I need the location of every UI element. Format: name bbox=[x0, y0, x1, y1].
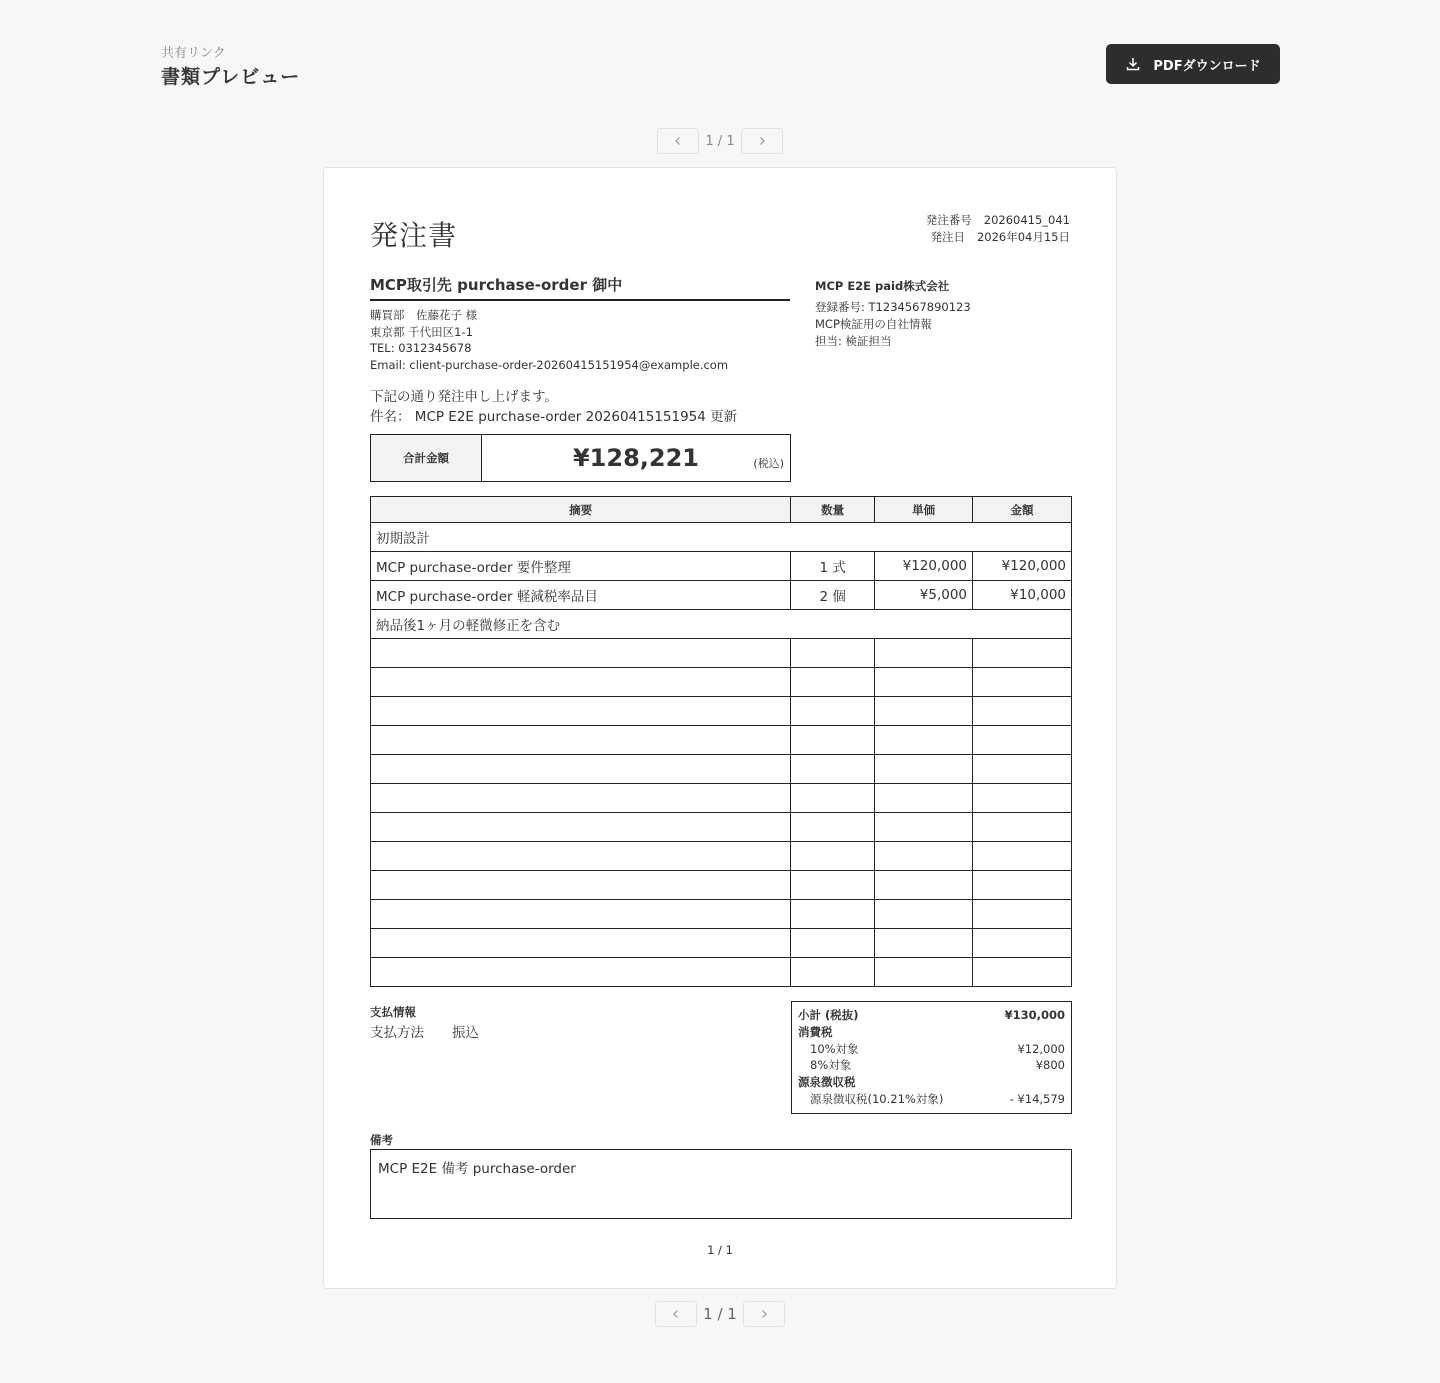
empty-cell bbox=[973, 958, 1072, 987]
company-name: MCP E2E paid株式会社 bbox=[815, 279, 950, 293]
empty-cell bbox=[371, 929, 791, 958]
empty-cell bbox=[973, 929, 1072, 958]
summary-box bbox=[791, 1001, 1072, 1114]
empty-cell bbox=[791, 929, 875, 958]
payment-method-label: 支払方法 bbox=[370, 1025, 424, 1041]
empty-cell bbox=[875, 900, 973, 929]
empty-cell bbox=[371, 639, 791, 668]
prev-page-button[interactable] bbox=[657, 128, 699, 154]
empty-cell bbox=[791, 871, 875, 900]
empty-cell bbox=[973, 668, 1072, 697]
empty-cell bbox=[371, 668, 791, 697]
table-row-empty bbox=[371, 697, 1072, 726]
empty-cell bbox=[973, 697, 1072, 726]
empty-cell bbox=[973, 813, 1072, 842]
next-page-button[interactable] bbox=[743, 1301, 785, 1327]
table-row bbox=[371, 610, 1072, 639]
meta-value: 20260415_041 bbox=[983, 213, 1070, 227]
column-header: 数量 bbox=[791, 497, 875, 523]
empty-cell bbox=[973, 842, 1072, 871]
table-row-empty bbox=[371, 929, 1072, 958]
item-description: MCP purchase-order 軽減税率品目 bbox=[371, 581, 791, 610]
summary-value: ¥130,000 bbox=[1004, 1008, 1065, 1022]
empty-cell bbox=[791, 900, 875, 929]
item-quantity: 2 個 bbox=[791, 581, 875, 610]
table-row-empty bbox=[371, 958, 1072, 987]
client-name: MCP取引先 purchase-order 御中 bbox=[370, 274, 790, 301]
empty-cell bbox=[791, 668, 875, 697]
empty-cell bbox=[371, 958, 791, 987]
item-description: MCP purchase-order 要件整理 bbox=[371, 552, 791, 581]
empty-cell bbox=[371, 784, 791, 813]
empty-cell bbox=[371, 900, 791, 929]
meta-label: 発注番号 bbox=[925, 213, 972, 227]
header-subtitle: 共有リンク bbox=[161, 46, 226, 61]
client-info bbox=[370, 307, 728, 374]
table-row bbox=[371, 523, 1072, 552]
table-row bbox=[371, 552, 1072, 581]
items-table bbox=[370, 496, 1072, 987]
empty-cell bbox=[791, 958, 875, 987]
total-value-cell bbox=[482, 435, 790, 481]
company-info bbox=[815, 278, 971, 350]
total-amount-box bbox=[370, 434, 791, 482]
empty-cell bbox=[371, 813, 791, 842]
pdf-download-label: PDFダウンロード bbox=[1153, 58, 1261, 74]
empty-cell bbox=[791, 842, 875, 871]
payment-info-label: 支払情報 bbox=[370, 1005, 416, 1019]
summary-label: 消費税 bbox=[798, 1024, 833, 1039]
empty-cell bbox=[875, 842, 973, 871]
empty-cell bbox=[791, 726, 875, 755]
payment-method-value: 振込 bbox=[452, 1025, 479, 1041]
summary-value: ¥800 bbox=[1035, 1058, 1065, 1073]
summary-label: 源泉徴収税(10.21%対象) bbox=[810, 1091, 944, 1106]
empty-cell bbox=[973, 871, 1072, 900]
pdf-download-button[interactable] bbox=[1106, 44, 1280, 84]
table-row-empty bbox=[371, 900, 1072, 929]
column-header: 単価 bbox=[875, 497, 973, 523]
item-quantity: 1 式 bbox=[791, 552, 875, 581]
empty-cell bbox=[371, 842, 791, 871]
empty-cell bbox=[875, 929, 973, 958]
summary-value: - ¥14,579 bbox=[1009, 1091, 1065, 1106]
company-line: 登録番号: T1234567890123 bbox=[815, 300, 971, 314]
total-value: ¥128,221 bbox=[572, 444, 699, 472]
empty-cell bbox=[371, 697, 791, 726]
empty-cell bbox=[791, 784, 875, 813]
empty-cell bbox=[875, 697, 973, 726]
page-number: 1 / 1 bbox=[707, 1243, 733, 1257]
empty-cell bbox=[973, 726, 1072, 755]
payment-method bbox=[370, 1021, 479, 1041]
table-row-empty bbox=[371, 668, 1072, 697]
table-row bbox=[371, 581, 1072, 610]
empty-cell bbox=[875, 726, 973, 755]
item-unit-price: ¥5,000 bbox=[875, 581, 973, 610]
client-line: TEL: 0312345678 bbox=[370, 341, 472, 356]
download-icon bbox=[1125, 56, 1141, 72]
empty-cell bbox=[371, 726, 791, 755]
empty-cell bbox=[875, 813, 973, 842]
table-row-empty bbox=[371, 784, 1072, 813]
chevron-right-icon bbox=[759, 1309, 769, 1319]
chevron-left-icon bbox=[673, 136, 683, 146]
summary-label: 源泉徴収税 bbox=[798, 1075, 856, 1090]
empty-cell bbox=[791, 755, 875, 784]
summary-row bbox=[798, 1074, 1065, 1091]
summary-row bbox=[798, 1041, 1065, 1058]
table-body bbox=[371, 523, 1072, 987]
summary-row bbox=[798, 1057, 1065, 1074]
item-unit-price: ¥120,000 bbox=[875, 552, 973, 581]
chevron-right-icon bbox=[757, 136, 767, 146]
intro-line: 下記の通り発注申し上げます。 bbox=[370, 389, 558, 405]
meta-value: 2026年04月15日 bbox=[976, 230, 1070, 244]
empty-cell bbox=[875, 668, 973, 697]
client-line: 東京都 千代田区1-1 bbox=[370, 324, 473, 339]
next-page-button[interactable] bbox=[741, 128, 783, 154]
document-page bbox=[323, 167, 1117, 1289]
page-indicator: 1 / 1 bbox=[705, 133, 735, 149]
pager-top bbox=[657, 128, 783, 154]
item-amount: ¥120,000 bbox=[973, 552, 1072, 581]
empty-cell bbox=[371, 871, 791, 900]
chevron-left-icon bbox=[671, 1309, 681, 1319]
summary-label: 8%対象 bbox=[810, 1058, 852, 1073]
empty-cell bbox=[791, 697, 875, 726]
total-tax-note: (税込) bbox=[753, 457, 784, 470]
item-description: 納品後1ヶ月の軽微修正を含む bbox=[371, 610, 1072, 639]
page-title: 書類プレビュー bbox=[161, 66, 301, 88]
table-row-empty bbox=[371, 639, 1072, 668]
company-line: MCP検証用の自社情報 bbox=[815, 317, 932, 331]
empty-cell bbox=[973, 639, 1072, 668]
empty-cell bbox=[791, 813, 875, 842]
empty-cell bbox=[875, 784, 973, 813]
pager-bottom bbox=[655, 1301, 785, 1327]
subject-line: 件名： MCP E2E purchase-order 20260415151954 更新 bbox=[370, 409, 738, 425]
item-amount: ¥10,000 bbox=[973, 581, 1072, 610]
table-row-empty bbox=[371, 871, 1072, 900]
table-row-empty bbox=[371, 755, 1072, 784]
empty-cell bbox=[973, 755, 1072, 784]
column-header: 摘要 bbox=[371, 497, 791, 523]
meta-label: 発注日 bbox=[930, 230, 965, 244]
document-title: 発注書 bbox=[370, 219, 458, 252]
table-row-empty bbox=[371, 726, 1072, 755]
meta-row bbox=[926, 229, 1070, 246]
summary-label: 小計 (税抜) bbox=[798, 1008, 859, 1022]
client-line: 購買部 佐藤花子 様 bbox=[370, 308, 478, 322]
total-label: 合計金額 bbox=[371, 435, 482, 481]
table-header-row bbox=[371, 497, 1072, 523]
notes-label: 備考 bbox=[370, 1133, 393, 1147]
column-header: 金額 bbox=[973, 497, 1072, 523]
empty-cell bbox=[875, 639, 973, 668]
notes-box: MCP E2E 備考 purchase-order bbox=[370, 1149, 1072, 1219]
intro-text bbox=[370, 387, 737, 427]
table-row-empty bbox=[371, 813, 1072, 842]
summary-value: ¥12,000 bbox=[1017, 1041, 1065, 1056]
page-indicator: 1 / 1 bbox=[703, 1305, 737, 1323]
empty-cell bbox=[875, 755, 973, 784]
client-line: Email: client-purchase-order-20260415151954@example.com bbox=[370, 358, 729, 373]
item-description: 初期設計 bbox=[371, 523, 1072, 552]
prev-page-button[interactable] bbox=[655, 1301, 697, 1327]
summary-label: 10%対象 bbox=[810, 1041, 859, 1056]
empty-cell bbox=[371, 755, 791, 784]
summary-row bbox=[798, 1007, 1065, 1024]
empty-cell bbox=[875, 871, 973, 900]
summary-row bbox=[798, 1024, 1065, 1041]
table-row-empty bbox=[371, 842, 1072, 871]
empty-cell bbox=[973, 900, 1072, 929]
meta-row bbox=[926, 212, 1070, 229]
empty-cell bbox=[875, 958, 973, 987]
company-line: 担当: 検証担当 bbox=[815, 334, 892, 348]
document-meta bbox=[926, 212, 1070, 246]
empty-cell bbox=[973, 784, 1072, 813]
empty-cell bbox=[791, 639, 875, 668]
summary-row bbox=[798, 1091, 1065, 1108]
